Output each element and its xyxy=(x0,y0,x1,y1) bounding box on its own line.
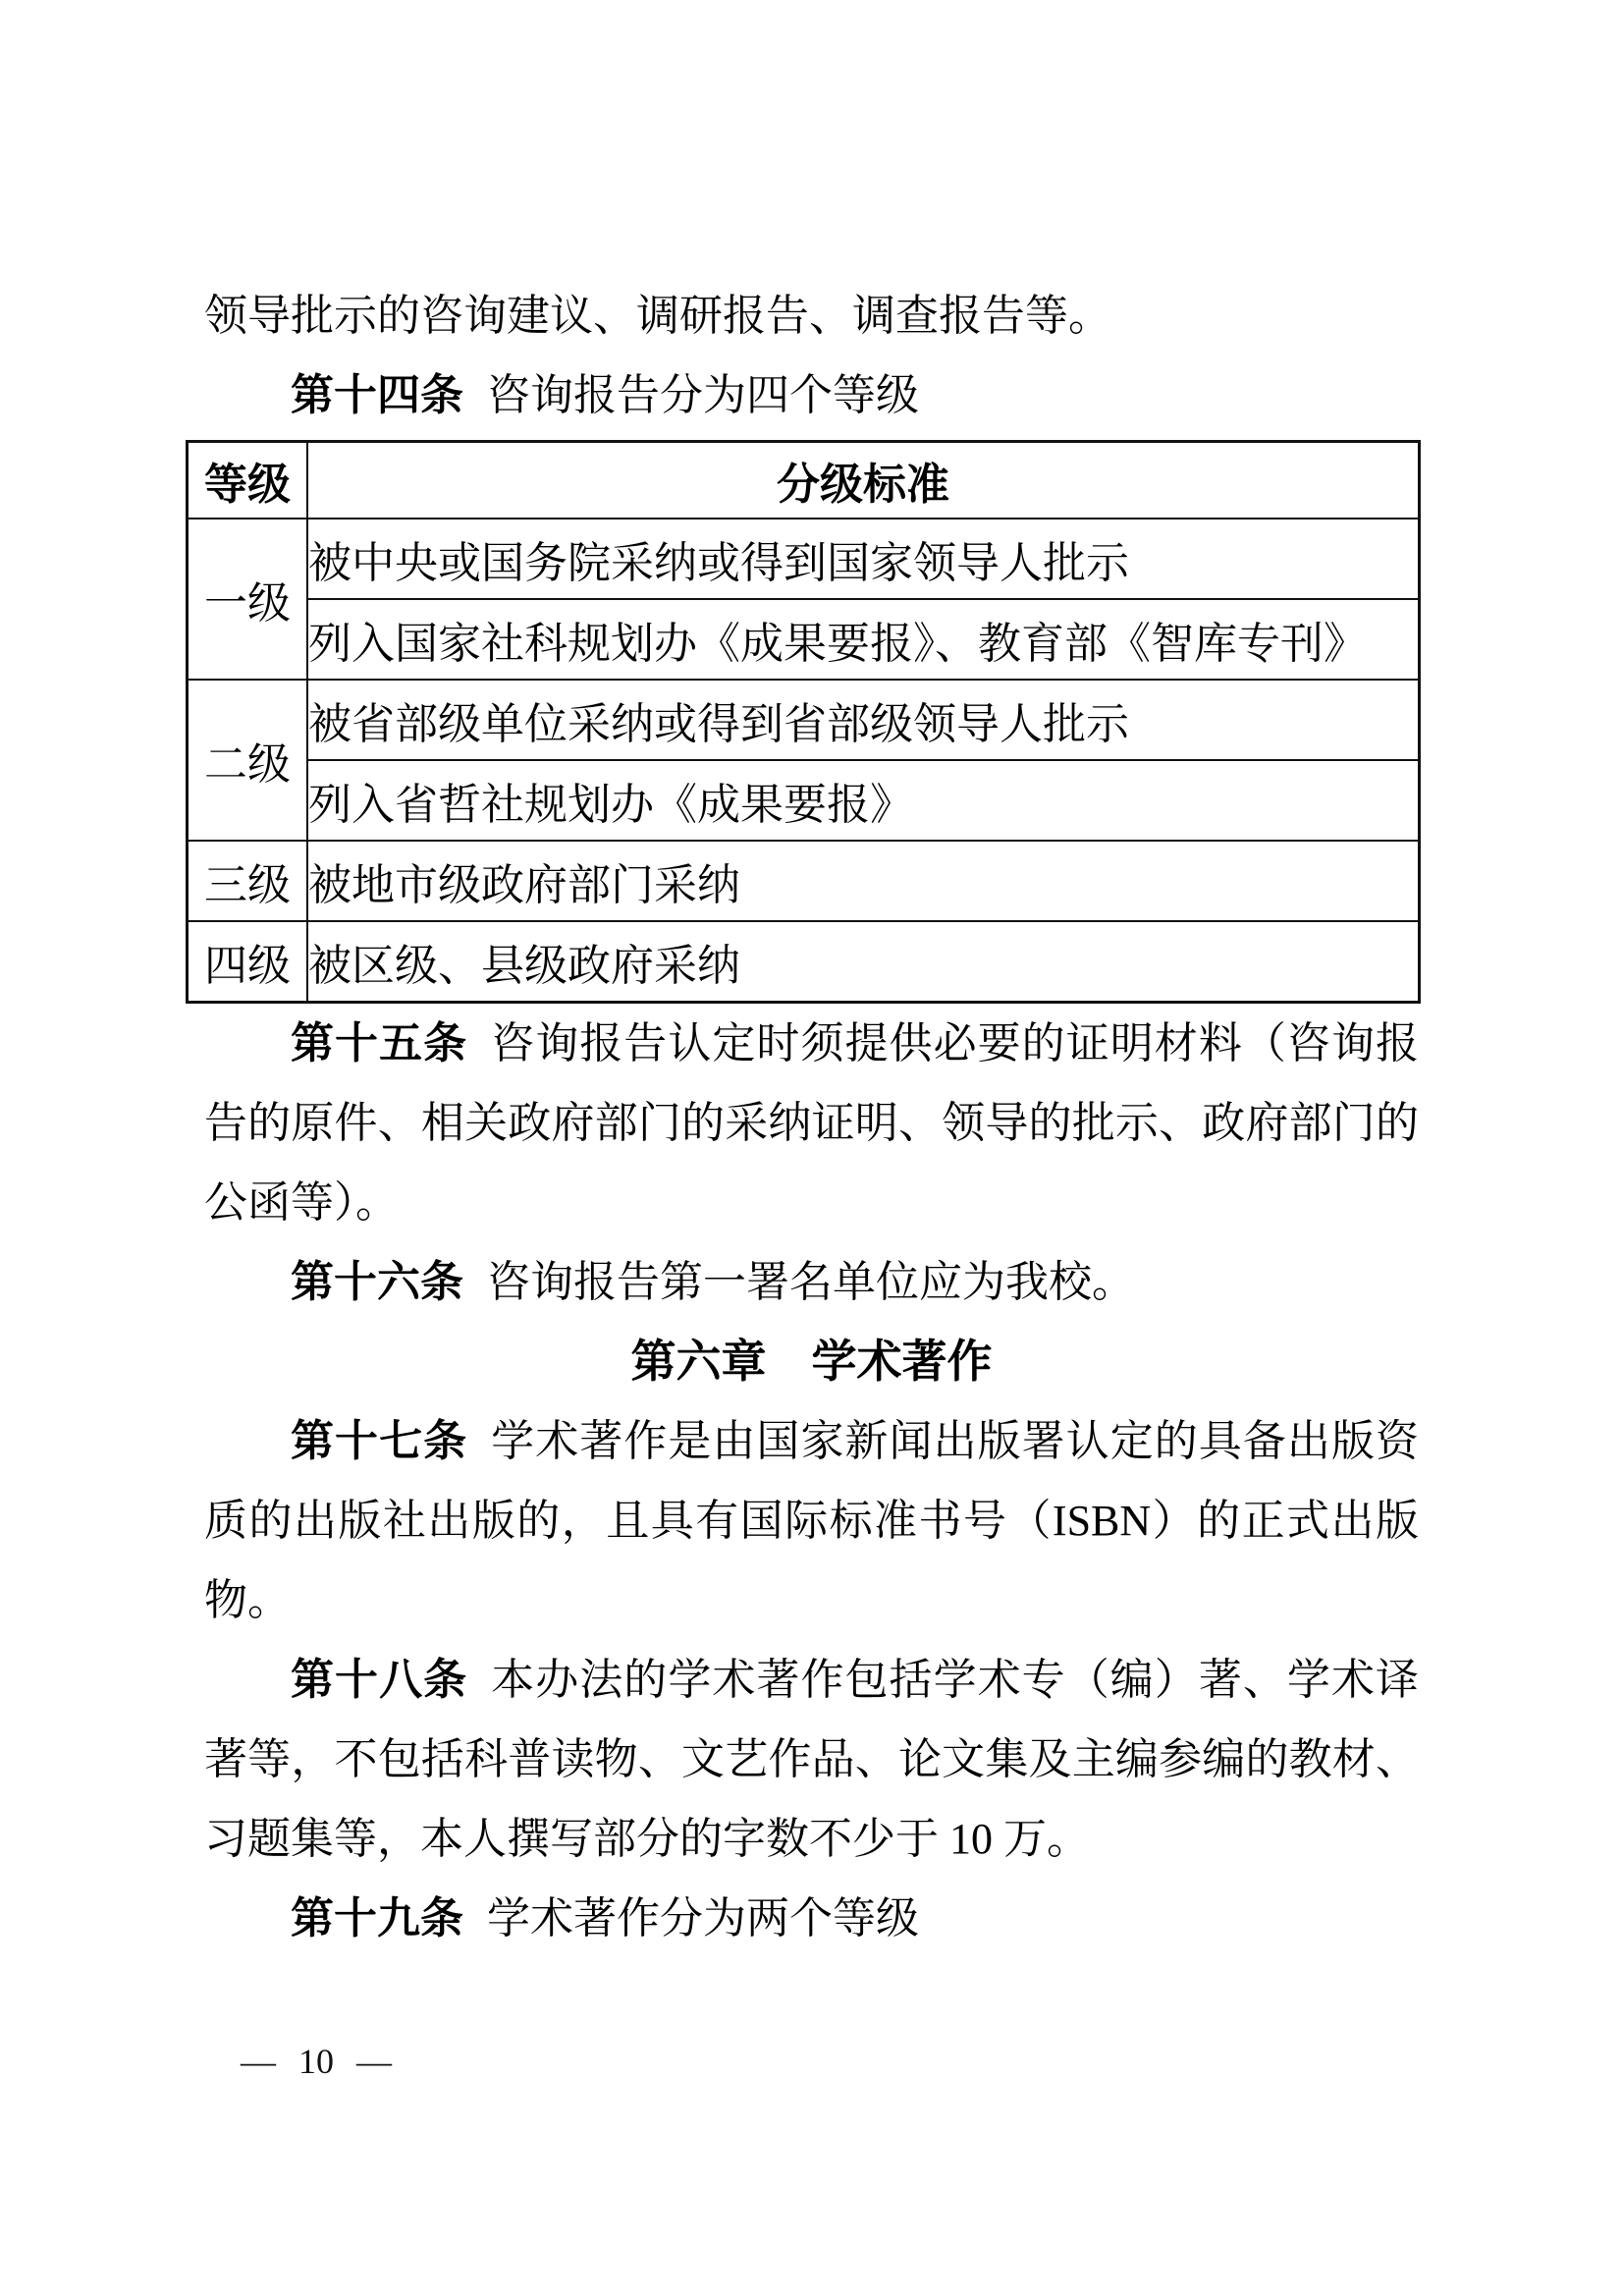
article-17-text: 物。 xyxy=(204,1576,291,1624)
article-17-line-2 xyxy=(204,1481,1419,1560)
article-18-line-1 xyxy=(204,1640,1419,1720)
article-14-line xyxy=(204,355,1419,435)
table-header-grade: 等级 xyxy=(188,442,308,519)
grade-cell-level1: 一级 xyxy=(188,519,308,680)
grade-table xyxy=(186,440,1421,1004)
table-row xyxy=(188,599,1420,680)
table-row xyxy=(188,680,1420,760)
article-15-number: 第十五条 xyxy=(291,1019,468,1067)
article-15-line-3 xyxy=(204,1163,1419,1242)
document-content xyxy=(204,276,1419,1958)
table-row xyxy=(188,760,1420,841)
article-19-number: 第十九条 xyxy=(291,1894,463,1942)
article-18-text: 著等，不包括科普读物、文艺作品、论文集及主编参编的教材、 xyxy=(204,1735,1419,1783)
table-row xyxy=(188,841,1420,921)
article-17-text: 质的出版社出版的，且具有国际标准书号（ISBN）的正式出版 xyxy=(204,1497,1419,1545)
grade-cell-level4: 四级 xyxy=(188,921,308,1003)
criteria-cell: 被区级、县级政府采纳 xyxy=(307,921,1420,1003)
article-18-text: 习题集等，本人撰写部分的字数不少于 10 万。 xyxy=(204,1815,1090,1863)
article-18-text: 本办法的学术著作包括学术专（编）著、学术译 xyxy=(491,1656,1420,1704)
article-18-number: 第十八条 xyxy=(291,1656,468,1704)
chapter-6-heading: 第六章 学术著作 xyxy=(630,1336,993,1387)
criteria-cell: 被地市级政府部门采纳 xyxy=(307,841,1420,921)
page-number: — 10 — xyxy=(241,2042,392,2081)
table-row xyxy=(188,921,1420,1003)
table-header-criteria: 分级标准 xyxy=(307,442,1420,519)
article-17-number: 第十七条 xyxy=(291,1417,468,1465)
article-18-line-3 xyxy=(204,1799,1419,1879)
article-19-text: 学术著作分为两个等级 xyxy=(487,1894,919,1942)
article-15-line-2 xyxy=(204,1083,1419,1163)
article-15-text: 公函等）。 xyxy=(204,1178,399,1227)
criteria-cell: 列入国家社科规划办《成果要报》、教育部《智库专刊》 xyxy=(307,599,1420,680)
table-row xyxy=(188,519,1420,599)
grade-cell-level2: 二级 xyxy=(188,680,308,841)
article-15-line-1 xyxy=(204,1004,1419,1083)
article-16-text: 咨询报告第一署名单位应为我校。 xyxy=(487,1258,1135,1306)
table-header-row xyxy=(188,442,1420,519)
criteria-cell: 列入省哲社规划办《成果要报》 xyxy=(307,760,1420,841)
article-19-line xyxy=(204,1879,1419,1958)
article-16-line xyxy=(204,1242,1419,1322)
article-17-line-3 xyxy=(204,1560,1419,1640)
body-text: 领导批示的咨询建议、调研报告、调查报告等。 xyxy=(204,292,1111,340)
article-17-text: 学术著作是由国家新闻出版署认定的具备出版资 xyxy=(491,1417,1420,1465)
article-16-number: 第十六条 xyxy=(291,1258,463,1306)
article-14-number: 第十四条 xyxy=(291,371,463,419)
article-15-text: 咨询报告认定时须提供必要的证明材料（咨询报 xyxy=(491,1019,1420,1067)
article-15-text: 告的原件、相关政府部门的采纳证明、领导的批示、政府部门的 xyxy=(204,1099,1419,1147)
criteria-cell: 被中央或国务院采纳或得到国家领导人批示 xyxy=(307,519,1420,599)
criteria-cell: 被省部级单位采纳或得到省部级领导人批示 xyxy=(307,680,1420,760)
article-18-line-2 xyxy=(204,1720,1419,1799)
article-14-text: 咨询报告分为四个等级 xyxy=(487,371,919,419)
paragraph-continuation-line xyxy=(204,276,1419,355)
article-17-line-1 xyxy=(204,1401,1419,1481)
grade-cell-level3: 三级 xyxy=(188,841,308,921)
